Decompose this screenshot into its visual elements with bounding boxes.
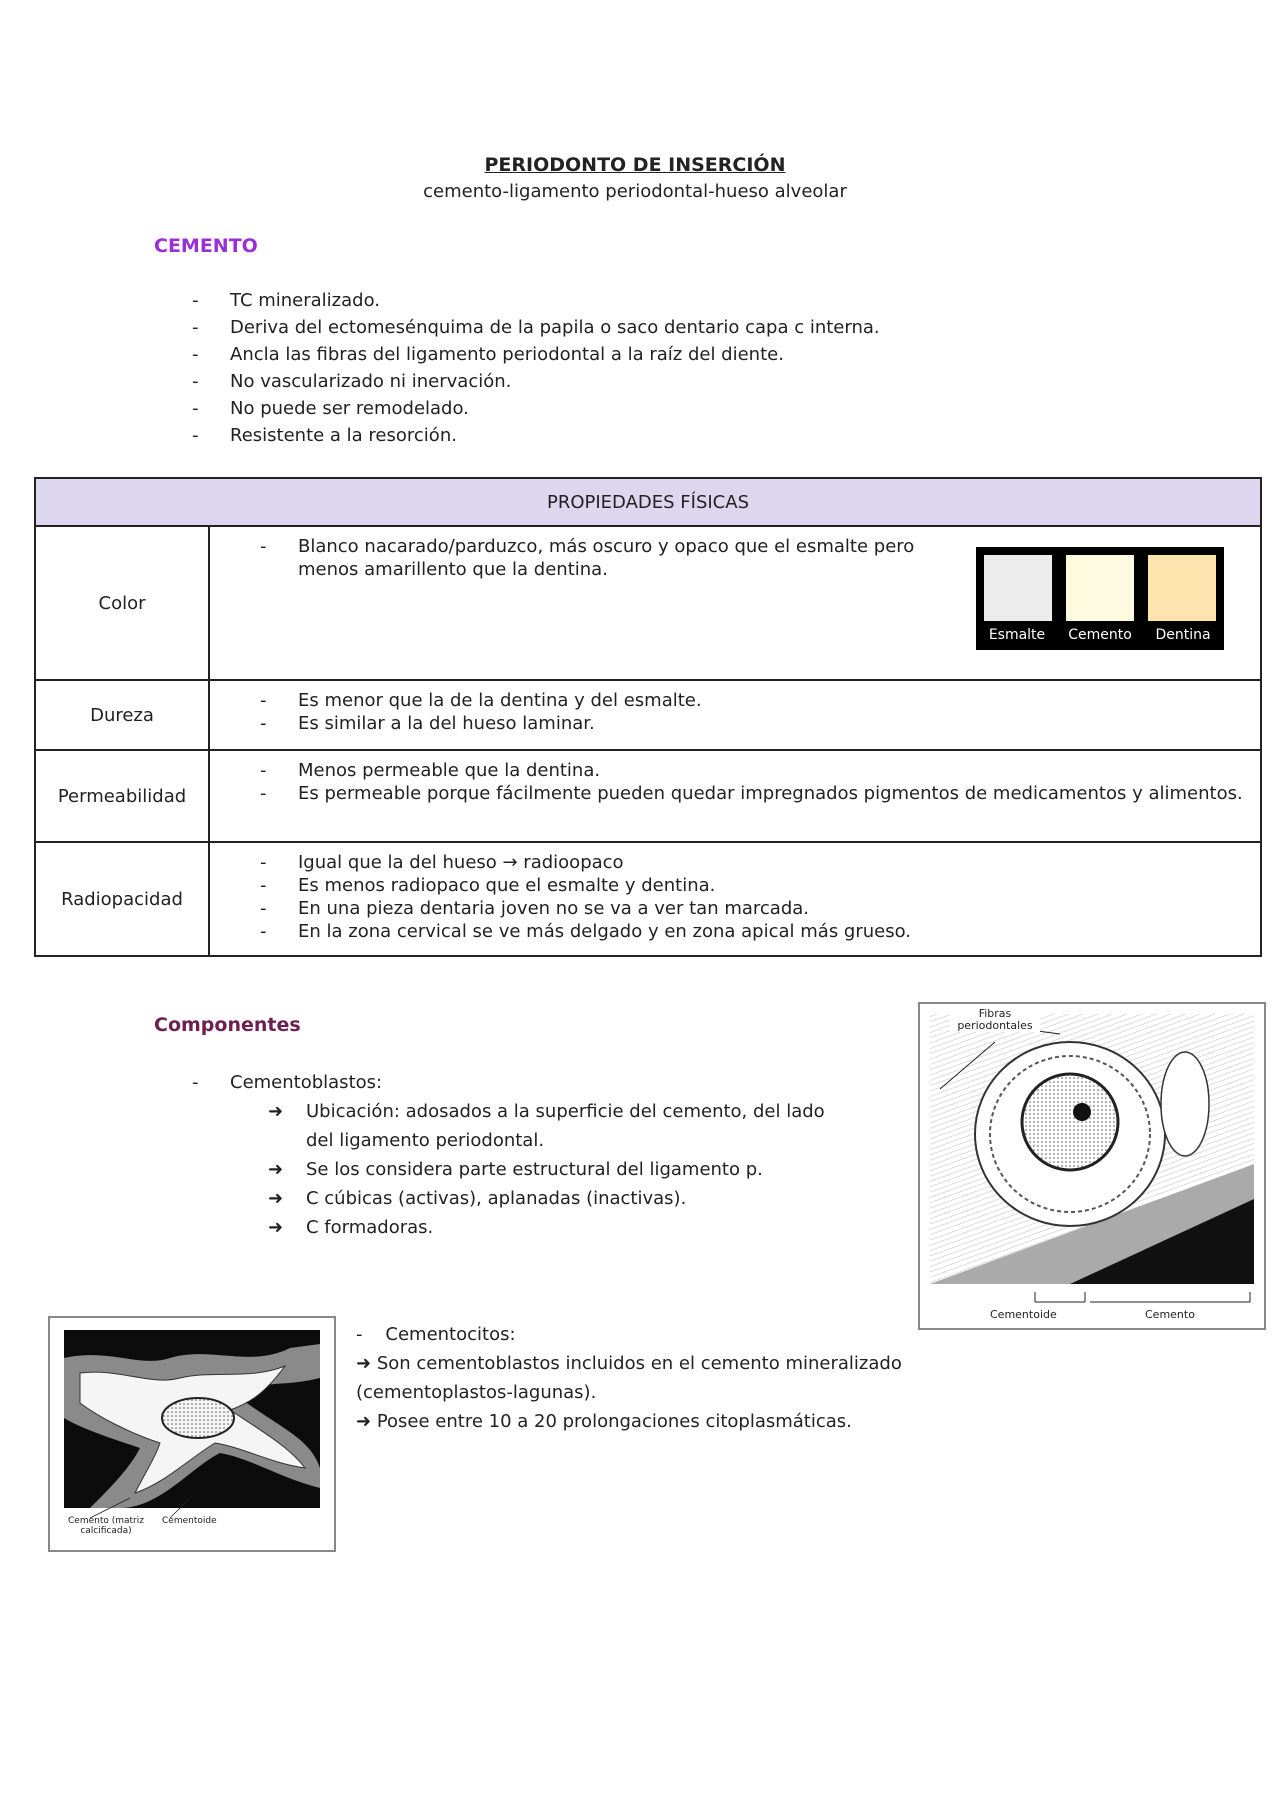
swatch-dentina: [1148, 555, 1216, 621]
list-item: - Es similar a la del hueso laminar.: [260, 712, 1248, 735]
cementocitos-label-text: Cementocitos:: [385, 1324, 516, 1345]
list-item: - Blanco nacarado/parduzco, más oscuro y opaco que el esmalte pero menos amarillento que la dentina.: [260, 535, 940, 581]
figure-label: Fibras periodontales: [950, 1008, 1040, 1032]
list-item: - Ancla las fibras del ligamento periodontal a la raíz del diente.: [192, 341, 880, 368]
list-item: - Es permeable porque fácilmente pueden quedar impregnados pigmentos de medicamentos y alimentos.: [260, 782, 1248, 805]
list-item: - Es menor que la de la dentina y del esmalte.: [260, 689, 1248, 712]
swatch-label: Cemento: [1068, 627, 1132, 643]
row-content: [209, 750, 1261, 842]
cementocitos-label: - Cementocitos:: [356, 1324, 516, 1345]
table-heading: PROPIEDADES FÍSICAS: [35, 478, 1261, 526]
list-item: ➜ C formadoras.: [268, 1213, 828, 1242]
cemento-heading: CEMENTO: [154, 235, 258, 257]
list-item: ➜ Son cementoblastos incluidos en el cemento mineralizado (cementoplastos-lagunas).: [356, 1353, 902, 1403]
cementoblast-figure: [918, 1002, 1266, 1330]
list-item-text: Posee entre 10 a 20 prolongaciones citoplasmáticas.: [376, 1411, 852, 1432]
cementoblastos-list: [268, 1097, 828, 1242]
page-subtitle: cemento-ligamento periodontal-hueso alveolar: [423, 181, 847, 202]
row-label: Dureza: [35, 680, 209, 750]
list-item: - Cementoblastos:: [192, 1068, 892, 1097]
cementocyte-figure: [48, 1316, 336, 1552]
swatch-label: Dentina: [1155, 627, 1211, 643]
list-item: - Resistente a la resorción.: [192, 422, 880, 449]
list-item: ➜ C cúbicas (activas), aplanadas (inactivas).: [268, 1184, 828, 1213]
swatch-label: Esmalte: [988, 627, 1046, 643]
swatch-cemento: [1066, 555, 1134, 621]
figure-label: Cemento: [1145, 1308, 1195, 1321]
componentes-heading: Componentes: [154, 1014, 301, 1036]
list-item: ➜ Posee entre 10 a 20 prolongaciones citoplasmáticas.: [356, 1411, 852, 1432]
page-title: PERIODONTO DE INSERCIÓN: [484, 154, 786, 176]
row-content: [209, 680, 1261, 750]
row-label: Permeabilidad: [35, 750, 209, 842]
list-item: - En una pieza dentaria joven no se va a ver tan marcada.: [260, 897, 1248, 920]
cementocitos-block: [356, 1320, 916, 1436]
list-item: ➜ Se los considera parte estructural del ligamento p.: [268, 1155, 828, 1184]
cementoblastos-block: [192, 1068, 892, 1242]
figure-label: Cemento (matriz calcificada): [68, 1516, 144, 1536]
list-item-text: Son cementoblastos incluidos en el cemento mineralizado (cementoplastos-lagunas).: [356, 1353, 902, 1403]
list-item: - TC mineralizado.: [192, 287, 880, 314]
list-item: - No puede ser remodelado.: [192, 395, 880, 422]
cemento-list: [192, 287, 880, 449]
row-content: [209, 842, 1261, 956]
table-row: [35, 842, 1261, 956]
cementoblast-illustration: [920, 1004, 1264, 1328]
row-label: Color: [35, 526, 209, 680]
list-item: ➜ Ubicación: adosados a la superficie del cemento, del lado del ligamento periodontal.: [268, 1097, 828, 1155]
list-item: - Igual que la del hueso → radioopaco: [260, 851, 1248, 874]
swatch-esmalte: [984, 555, 1052, 621]
list-item: - Deriva del ectomesénquima de la papila o saco dentario capa c interna.: [192, 314, 880, 341]
list-item: - No vascularizado ni inervación.: [192, 368, 880, 395]
figure-label: Cementoide: [162, 1516, 217, 1526]
list-item: - En la zona cervical se ve más delgado y en zona apical más grueso.: [260, 920, 1248, 943]
list-item: - Es menos radiopaco que el esmalte y dentina.: [260, 874, 1248, 897]
table-row: [35, 680, 1261, 750]
figure-label: Cementoide: [990, 1308, 1057, 1321]
row-label: Radiopacidad: [35, 842, 209, 956]
list-item: - Menos permeable que la dentina.: [260, 759, 1248, 782]
table-row: [35, 750, 1261, 842]
color-swatch-panel: [976, 547, 1224, 650]
